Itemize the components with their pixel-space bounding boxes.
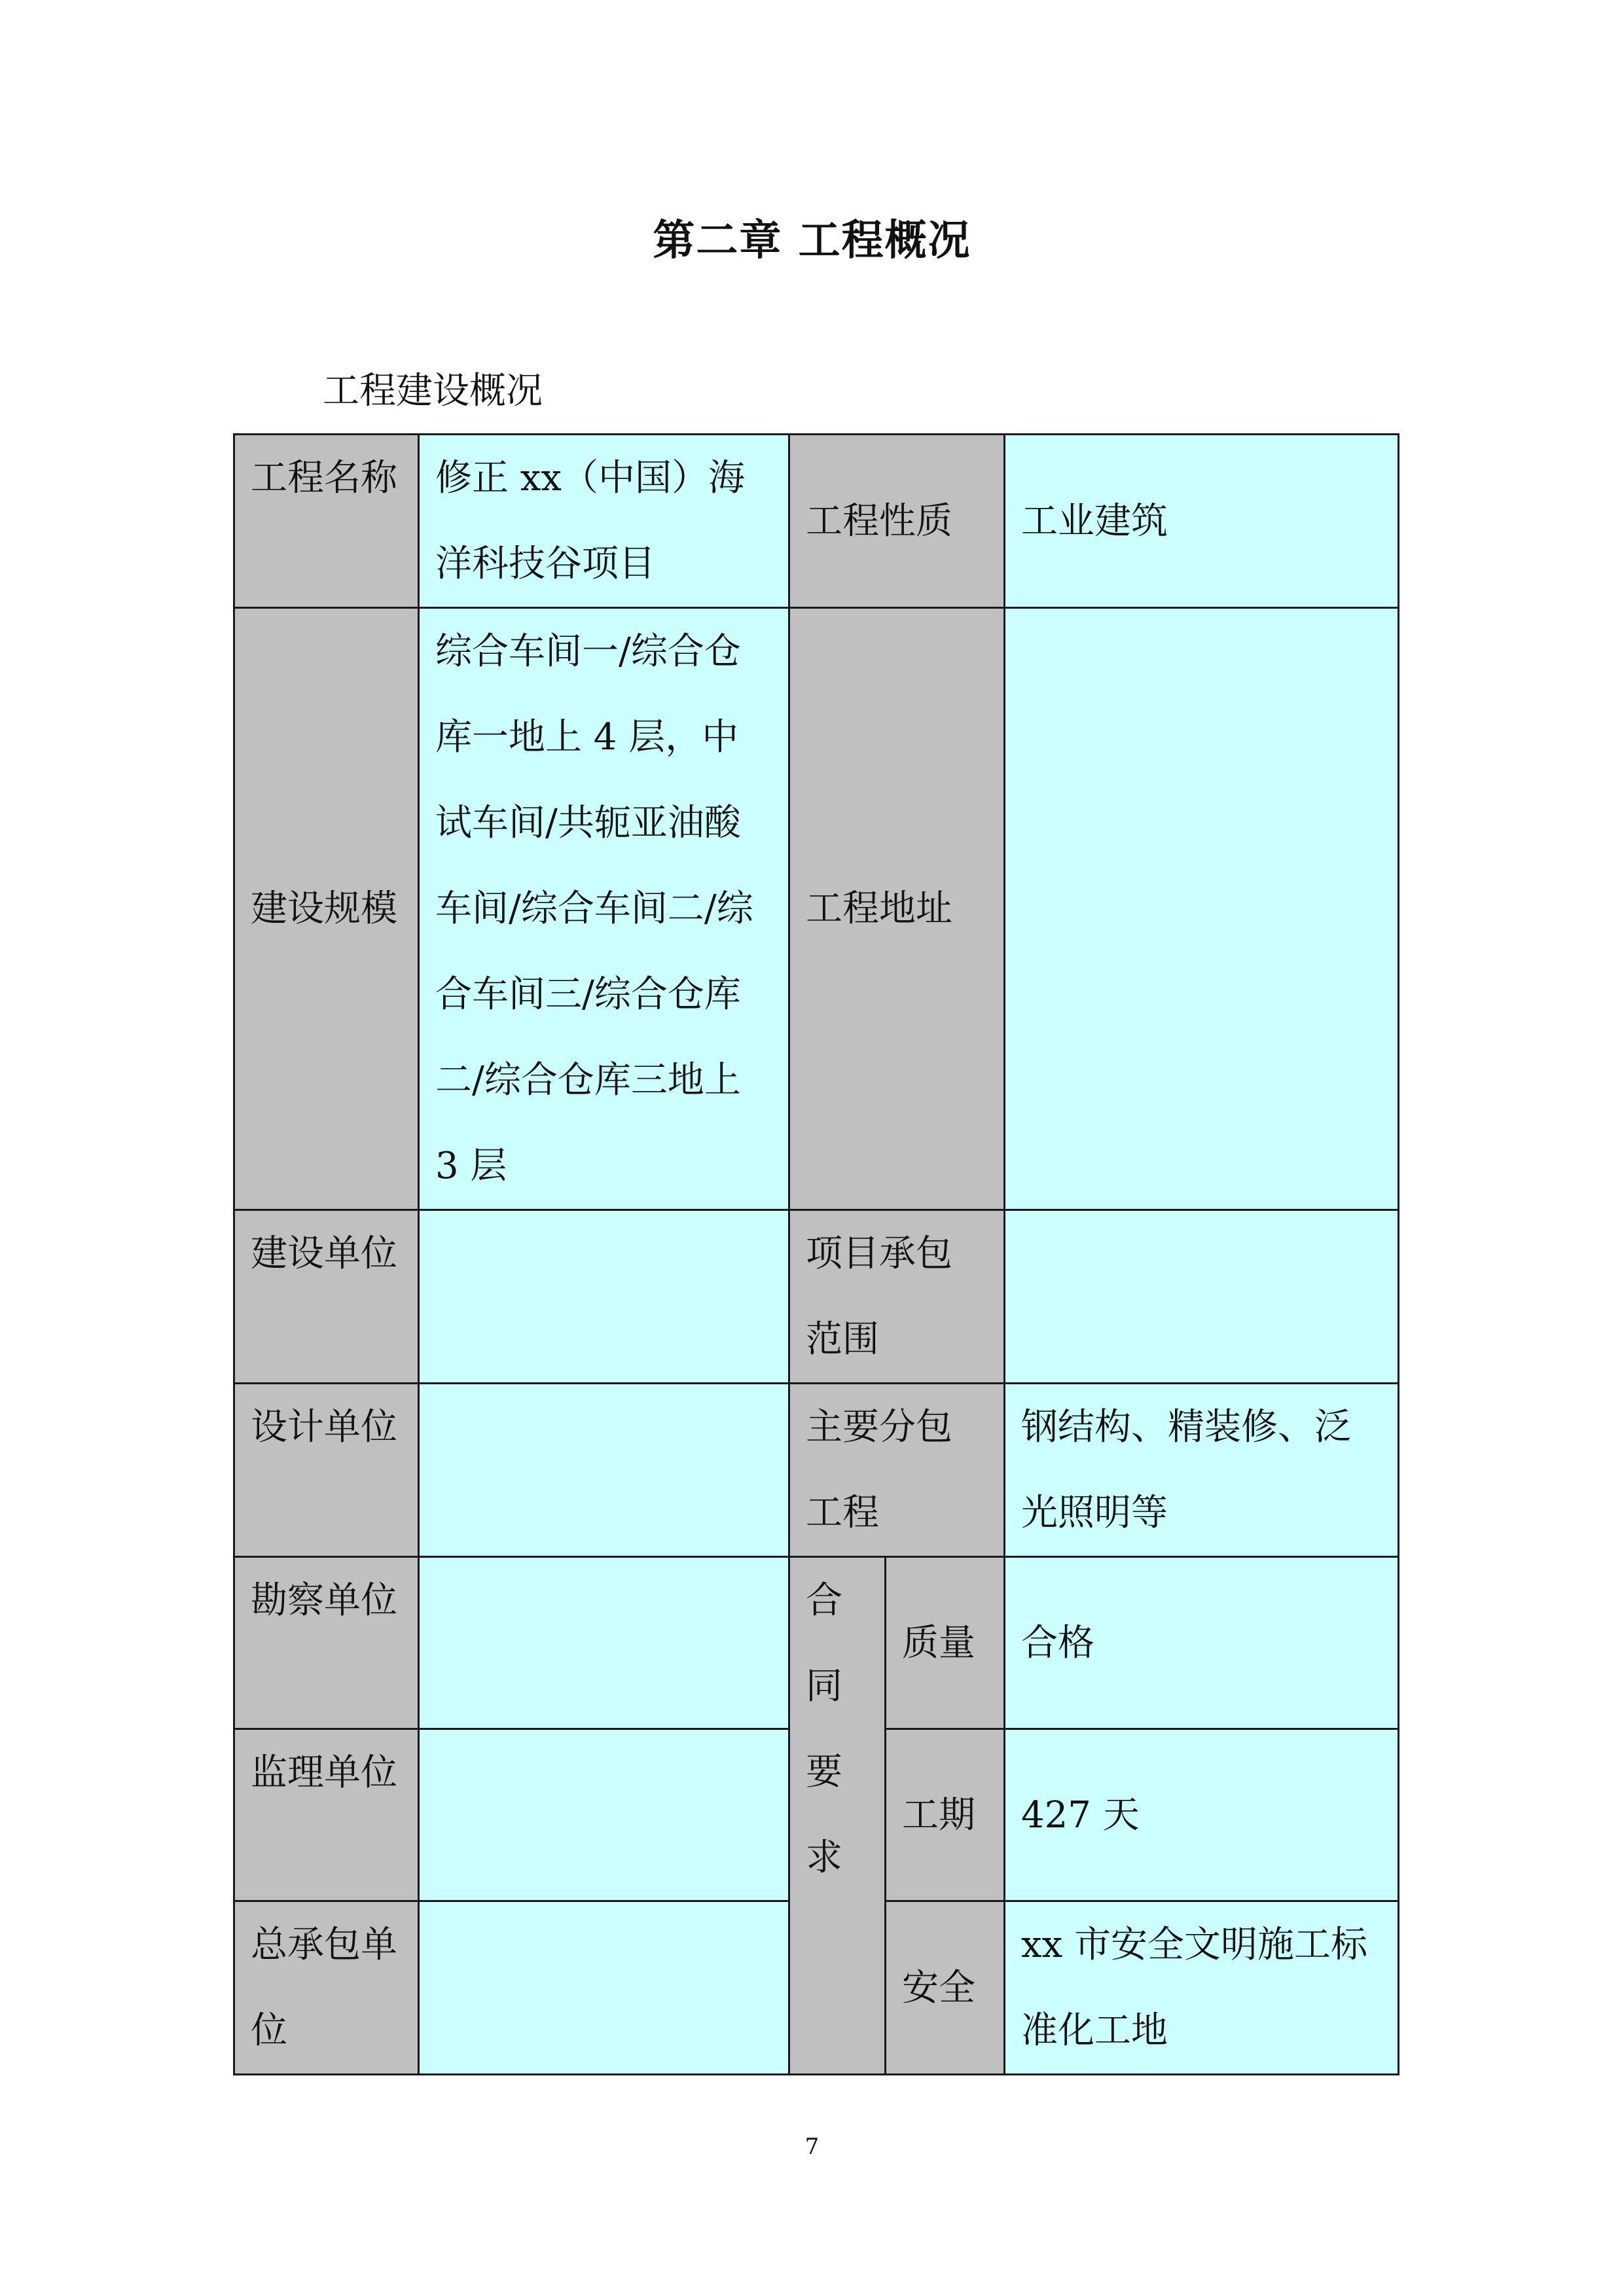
builder-value [419,1210,789,1384]
address-value [1005,608,1399,1210]
general-contractor-label: 总承包单位 [234,1901,419,2075]
contract-req-char: 求 [806,1837,842,1879]
general-contractor-value [419,1901,789,2075]
project-name-label: 工程名称 [234,435,419,608]
table-row [234,608,1399,1210]
contract-req-char: 要 [806,1751,842,1793]
safety-label: 安全 [886,1901,1005,2075]
survey-label: 勘察单位 [234,1557,419,1729]
design-label: 设计单位 [234,1384,419,1557]
scale-value: 综合车间一/综合仓库一地上 4 层，中试车间/共轭亚油酸车间/综合车间二/综合车间三/综合仓库二/综合仓库三地上 3 层 [419,608,789,1210]
builder-label: 建设单位 [234,1210,419,1384]
page-number: 7 [804,2134,820,2160]
section-heading: 工程建设概况 [323,370,543,412]
project-name-value: 修正 xx（中国）海洋科技谷项目 [419,435,789,608]
survey-value [419,1557,789,1729]
chapter-title: 第二章 工程概况 [653,217,971,265]
contract-requirements-label [789,1557,886,2075]
project-overview-table [233,433,1399,2075]
scale-label: 建设规模 [234,608,419,1210]
design-value [419,1384,789,1557]
quality-label: 质量 [886,1557,1005,1729]
duration-value: 427 天 [1005,1729,1399,1901]
table-row [234,1210,1399,1384]
contract-scope-value [1005,1210,1399,1384]
project-nature-value: 工业建筑 [1005,435,1399,608]
contract-req-char: 同 [806,1665,842,1708]
supervision-label: 监理单位 [234,1729,419,1901]
table-row [234,1384,1399,1557]
project-nature-label: 工程性质 [789,435,1005,608]
duration-label: 工期 [886,1729,1005,1901]
address-label: 工程地址 [789,608,1005,1210]
table-row [234,435,1399,608]
table-row [234,1557,1399,1729]
contract-scope-label: 项目承包范围 [789,1210,1005,1384]
safety-value: xx 市安全文明施工标准化工地 [1005,1901,1399,2075]
contract-req-char: 合 [806,1579,842,1622]
quality-value: 合格 [1005,1557,1399,1729]
subcontract-label: 主要分包工程 [789,1384,1005,1557]
subcontract-value: 钢结构、精装修、泛光照明等 [1005,1384,1399,1557]
supervision-value [419,1729,789,1901]
